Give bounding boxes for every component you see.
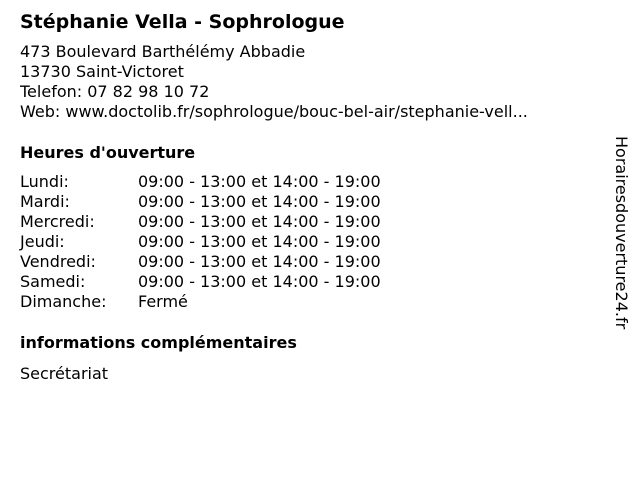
opening-hours-heading: Heures d'ouverture xyxy=(20,143,196,162)
day-label: Lundi: xyxy=(20,172,69,191)
day-label: Samedi: xyxy=(20,272,86,291)
website-link[interactable]: Web: www.doctolib.fr/sophrologue/bouc-bel-air/stephanie-vell... xyxy=(20,102,528,121)
day-hours: 09:00 - 13:00 et 14:00 - 19:00 xyxy=(138,272,381,291)
day-label: Mercredi: xyxy=(20,212,95,231)
hours-row-tuesday xyxy=(20,192,600,212)
day-hours: 09:00 - 13:00 et 14:00 - 19:00 xyxy=(138,212,381,231)
day-hours: Fermé xyxy=(138,292,188,311)
phone-number: Telefon: 07 82 98 10 72 xyxy=(20,82,210,101)
additional-info-text: Secrétariat xyxy=(20,364,109,383)
listing-card xyxy=(20,10,600,384)
day-label: Dimanche: xyxy=(20,292,107,311)
address-city: 13730 Saint-Victoret xyxy=(20,62,184,81)
day-label: Vendredi: xyxy=(20,252,96,271)
day-label: Mardi: xyxy=(20,192,70,211)
hours-row-monday xyxy=(20,172,600,192)
hours-row-wednesday xyxy=(20,212,600,232)
day-label: Jeudi: xyxy=(20,232,65,251)
site-watermark: Horairesdouverture24.fr xyxy=(612,136,631,330)
hours-row-saturday xyxy=(20,272,600,292)
day-hours: 09:00 - 13:00 et 14:00 - 19:00 xyxy=(138,172,381,191)
additional-info-heading: informations complémentaires xyxy=(20,333,297,352)
day-hours: 09:00 - 13:00 et 14:00 - 19:00 xyxy=(138,192,381,211)
page-title: Stéphanie Vella - Sophrologue xyxy=(20,11,345,33)
opening-hours-table xyxy=(20,172,600,312)
hours-row-sunday xyxy=(20,292,600,312)
hours-row-thursday xyxy=(20,232,600,252)
day-hours: 09:00 - 13:00 et 14:00 - 19:00 xyxy=(138,252,381,271)
day-hours: 09:00 - 13:00 et 14:00 - 19:00 xyxy=(138,232,381,251)
address-street: 473 Boulevard Barthélémy Abbadie xyxy=(20,42,306,61)
contact-block xyxy=(20,42,600,122)
hours-row-friday xyxy=(20,252,600,272)
